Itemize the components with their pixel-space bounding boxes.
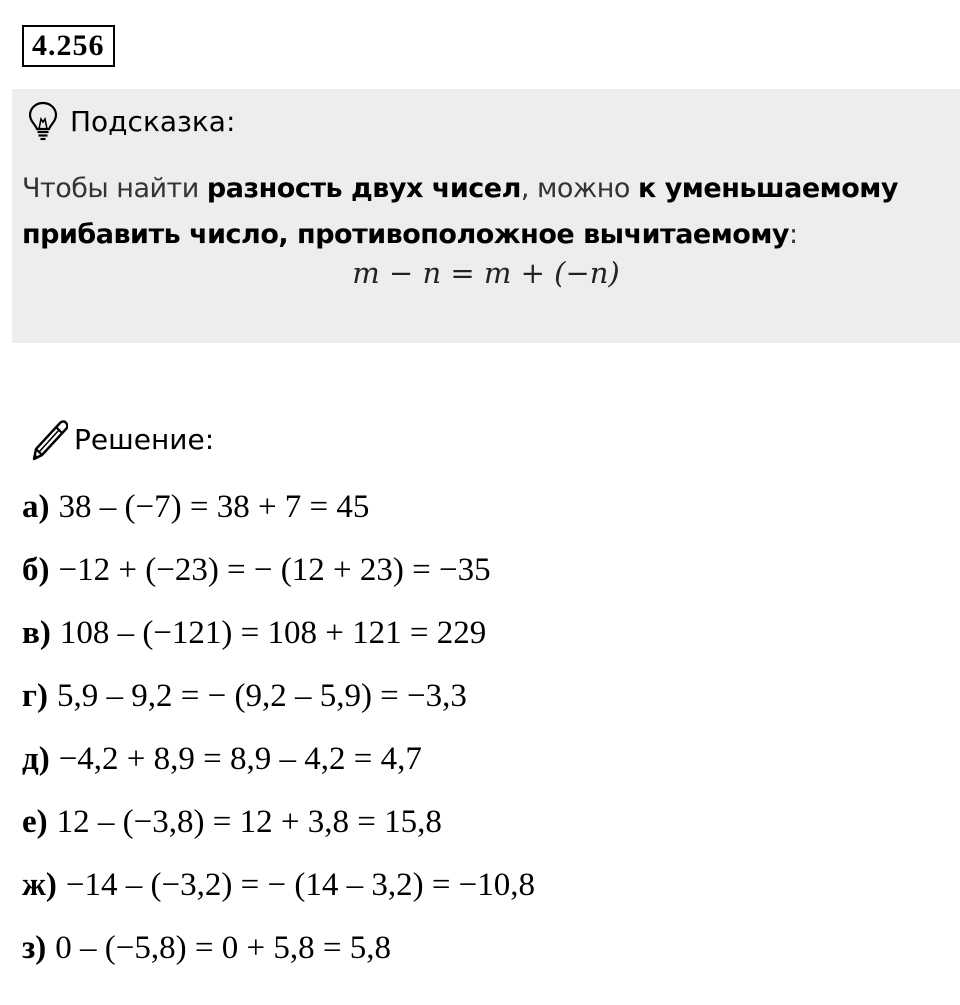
hint-formula: m − n = m + (−n) — [352, 256, 620, 290]
hint-box — [12, 89, 960, 343]
item-expression: 108 – (−121) = 108 + 121 = 229 — [59, 615, 487, 651]
item-label: д) — [22, 741, 50, 777]
hint-text-part: : — [789, 219, 798, 250]
item-expression: −14 – (−3,2) = − (14 – 3,2) = −10,8 — [65, 867, 536, 903]
item-label: з) — [22, 930, 47, 966]
solution-item-d — [22, 734, 535, 797]
solution-item-a — [22, 482, 535, 545]
solution-title: Решение: — [74, 422, 215, 456]
hint-text — [22, 166, 952, 258]
solution-item-zh — [22, 860, 535, 923]
solution-item-z — [22, 923, 535, 986]
item-label: в) — [22, 615, 51, 651]
item-expression: 12 – (−3,8) = 12 + 3,8 = 15,8 — [56, 804, 442, 840]
item-label: е) — [22, 804, 48, 840]
hint-text-part-bold: к уменьшаемому прибавить число, противоположное вычитаемому — [22, 173, 898, 250]
lightbulb-icon — [28, 101, 58, 141]
hint-text-part-bold: разность двух чисел — [206, 173, 521, 204]
item-expression: −4,2 + 8,9 = 8,9 – 4,2 = 4,7 — [58, 741, 422, 777]
item-expression: 0 – (−5,8) = 0 + 5,8 = 5,8 — [55, 930, 391, 966]
solution-item-b — [22, 545, 535, 608]
pencil-icon — [26, 417, 68, 461]
solution-list — [22, 482, 535, 986]
hint-text-part: , можно — [520, 173, 638, 204]
solution-item-e — [22, 797, 535, 860]
item-expression: −12 + (−23) = − (12 + 23) = −35 — [58, 552, 491, 588]
item-expression: 38 – (−7) = 38 + 7 = 45 — [58, 489, 370, 525]
hint-text-part: Чтобы найти — [22, 173, 207, 204]
solution-header — [26, 414, 214, 464]
item-label: г) — [22, 678, 48, 714]
item-label: ж) — [22, 867, 57, 903]
item-expression: 5,9 – 9,2 = − (9,2 – 5,9) = −3,3 — [56, 678, 467, 714]
hint-title: Подсказка: — [70, 104, 236, 138]
solution-item-v — [22, 608, 535, 671]
item-label: б) — [22, 552, 50, 588]
hint-header — [28, 99, 235, 143]
problem-number: 4.256 — [22, 25, 115, 67]
solution-item-g — [22, 671, 535, 734]
item-label: а) — [22, 489, 50, 525]
